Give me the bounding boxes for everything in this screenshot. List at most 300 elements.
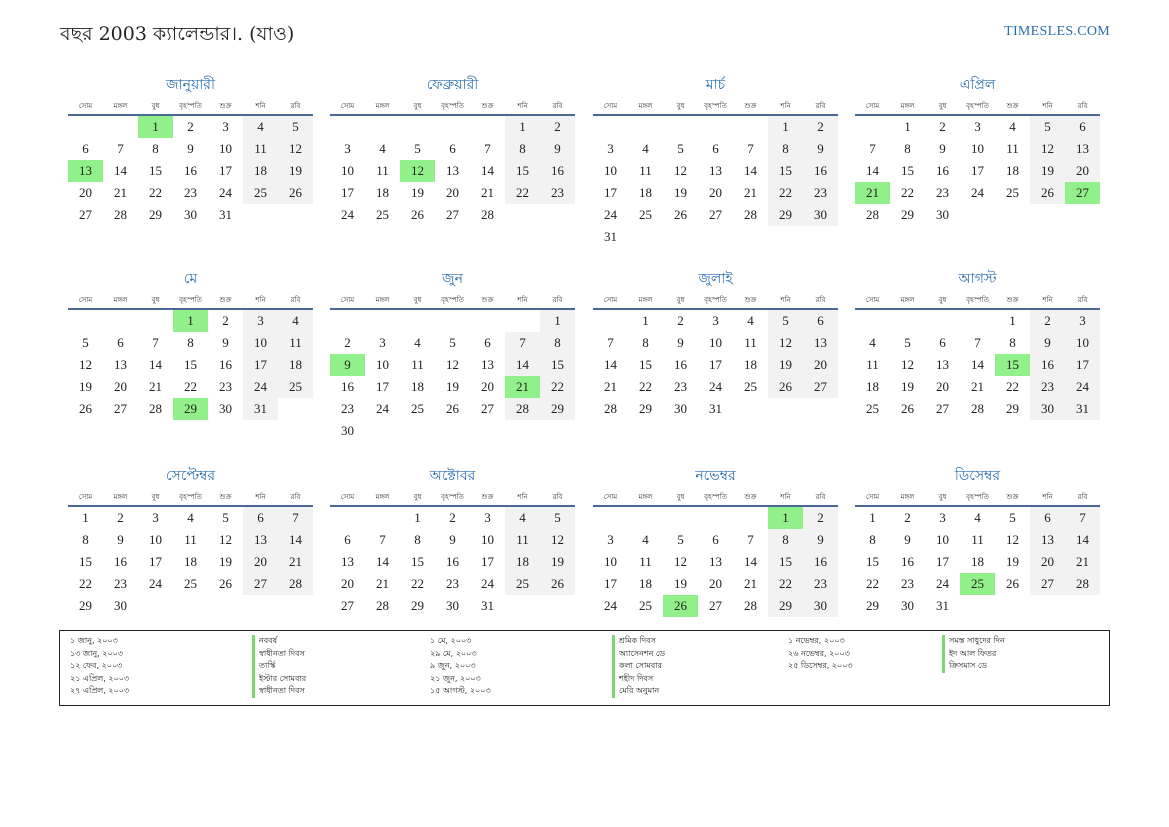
day-cell[interactable]: 14 [866, 163, 879, 178]
day-cell[interactable]: 21 [481, 185, 494, 200]
day-cell[interactable]: 31 [936, 598, 949, 613]
day-cell[interactable]: 17 [219, 163, 232, 178]
day-cell[interactable]: 20 [341, 576, 354, 591]
day-cell[interactable]: 1 [82, 510, 89, 525]
day-cell[interactable]: 11 [639, 163, 652, 178]
day-cell[interactable]: 9 [1030, 332, 1065, 354]
day-cell[interactable]: 25 [505, 573, 540, 595]
day-cell[interactable]: 2 [1030, 310, 1065, 332]
day-cell[interactable]: 16 [114, 554, 127, 569]
day-cell[interactable]: 9 [677, 335, 684, 350]
day-cell[interactable]: 22 [639, 379, 652, 394]
day-cell[interactable]: 15 [639, 357, 652, 372]
day-cell[interactable]: 7 [747, 141, 754, 156]
day-cell[interactable]: 28 [866, 207, 879, 222]
day-cell[interactable]: 6 [82, 141, 89, 156]
day-cell[interactable]: 14 [481, 163, 494, 178]
day-cell[interactable]: 8 [768, 138, 803, 160]
day-cell[interactable]: 17 [341, 185, 354, 200]
day-cell[interactable]: 15 [411, 554, 424, 569]
day-cell[interactable]: 7 [1065, 507, 1100, 529]
day-cell[interactable]: 31 [709, 401, 722, 416]
day-cell[interactable]: 18 [1006, 163, 1019, 178]
day-cell[interactable]: 3 [484, 510, 491, 525]
day-cell[interactable]: 1 [642, 313, 649, 328]
day-cell[interactable]: 4 [243, 116, 278, 138]
day-cell[interactable]: 10 [149, 532, 162, 547]
day-cell[interactable]: 11 [866, 357, 879, 372]
day-cell[interactable]: 2 [939, 119, 946, 134]
day-cell[interactable]: 3 [607, 141, 614, 156]
day-cell[interactable]: 4 [642, 532, 649, 547]
day-cell[interactable]: 2 [803, 116, 838, 138]
day-cell[interactable]: 18 [243, 160, 278, 182]
day-cell[interactable]: 8 [187, 335, 194, 350]
day-cell[interactable]: 20 [446, 185, 459, 200]
day-cell[interactable]: 12 [278, 138, 313, 160]
day-cell[interactable]: 21 [971, 379, 984, 394]
day-cell[interactable]: 4 [974, 510, 981, 525]
day-cell[interactable]: 30 [901, 598, 914, 613]
day-cell[interactable]: 19 [901, 379, 914, 394]
day-cell[interactable]: 9 [540, 138, 575, 160]
day-cell[interactable]: 17 [243, 354, 278, 376]
day-cell[interactable]: 2 [449, 510, 456, 525]
day-cell[interactable]: 29 [768, 204, 803, 226]
day-cell[interactable]: 16 [540, 160, 575, 182]
day-cell[interactable]: 18 [376, 185, 389, 200]
day-cell[interactable]: 12 [540, 529, 575, 551]
day-cell[interactable]: 17 [149, 554, 162, 569]
day-cell[interactable]: 8 [505, 138, 540, 160]
day-cell[interactable]: 31 [219, 207, 232, 222]
day-cell[interactable]: 8 [768, 529, 803, 551]
day-cell[interactable]: 20 [1065, 160, 1100, 182]
day-cell[interactable]: 10 [219, 141, 232, 156]
day-cell[interactable]: 27 [936, 401, 949, 416]
day-cell[interactable]: 16 [1030, 354, 1065, 376]
day-cell[interactable]: 5 [677, 141, 684, 156]
day-cell[interactable]: 9 [449, 532, 456, 547]
day-cell[interactable]: 2 [187, 119, 194, 134]
day-cell[interactable]: 21 [744, 576, 757, 591]
day-cell[interactable]: 20 [803, 354, 838, 376]
day-cell[interactable]: 15 [184, 357, 197, 372]
day-cell[interactable]: 20 [709, 185, 722, 200]
day-cell[interactable]: 4 [379, 141, 386, 156]
day-cell[interactable]: 22 [768, 182, 803, 204]
day-cell[interactable]: 20 [114, 379, 127, 394]
day-cell[interactable]: 26 [901, 401, 914, 416]
day-cell[interactable]: 5 [82, 335, 89, 350]
day-cell[interactable]: 31 [604, 229, 617, 244]
day-cell[interactable]: 30 [674, 401, 687, 416]
day-cell[interactable]: 10 [604, 554, 617, 569]
site-link[interactable]: TIMESLES.COM [1004, 24, 1110, 39]
day-cell[interactable]: 15 [505, 160, 540, 182]
day-cell[interactable]: 8 [1009, 335, 1016, 350]
day-cell[interactable]: 22 [505, 182, 540, 204]
day-cell[interactable]: 12 [79, 357, 92, 372]
day-cell[interactable]: 6 [243, 507, 278, 529]
day-cell[interactable]: 24 [219, 185, 232, 200]
day-cell[interactable]: 19 [219, 554, 232, 569]
day-cell[interactable]: 7 [747, 532, 754, 547]
day-cell[interactable]: 2 [677, 313, 684, 328]
holiday-day-cell[interactable]: 13 [68, 160, 103, 182]
day-cell[interactable]: 28 [1065, 573, 1100, 595]
day-cell[interactable]: 14 [971, 357, 984, 372]
day-cell[interactable]: 13 [709, 554, 722, 569]
day-cell[interactable]: 28 [744, 207, 757, 222]
day-cell[interactable]: 20 [243, 551, 278, 573]
day-cell[interactable]: 13 [481, 357, 494, 372]
day-cell[interactable]: 21 [278, 551, 313, 573]
day-cell[interactable]: 11 [376, 163, 389, 178]
day-cell[interactable]: 5 [677, 532, 684, 547]
day-cell[interactable]: 11 [639, 554, 652, 569]
day-cell[interactable]: 3 [152, 510, 159, 525]
day-cell[interactable]: 25 [866, 401, 879, 416]
day-cell[interactable]: 13 [709, 163, 722, 178]
day-cell[interactable]: 3 [379, 335, 386, 350]
day-cell[interactable]: 10 [341, 163, 354, 178]
holiday-day-cell[interactable]: 29 [173, 398, 208, 420]
day-cell[interactable]: 12 [446, 357, 459, 372]
day-cell[interactable]: 14 [604, 357, 617, 372]
day-cell[interactable]: 7 [607, 335, 614, 350]
day-cell[interactable]: 30 [936, 207, 949, 222]
day-cell[interactable]: 28 [114, 207, 127, 222]
day-cell[interactable]: 14 [505, 354, 540, 376]
day-cell[interactable]: 19 [278, 160, 313, 182]
day-cell[interactable]: 14 [278, 529, 313, 551]
day-cell[interactable]: 13 [446, 163, 459, 178]
day-cell[interactable]: 19 [768, 354, 803, 376]
day-cell[interactable]: 18 [744, 357, 757, 372]
day-cell[interactable]: 5 [1009, 510, 1016, 525]
day-cell[interactable]: 26 [79, 401, 92, 416]
day-cell[interactable]: 29 [411, 598, 424, 613]
day-cell[interactable]: 26 [278, 182, 313, 204]
day-cell[interactable]: 24 [936, 576, 949, 591]
day-cell[interactable]: 12 [219, 532, 232, 547]
day-cell[interactable]: 3 [1065, 310, 1100, 332]
day-cell[interactable]: 18 [971, 554, 984, 569]
day-cell[interactable]: 30 [446, 598, 459, 613]
day-cell[interactable]: 28 [278, 573, 313, 595]
day-cell[interactable]: 30 [219, 401, 232, 416]
day-cell[interactable]: 5 [904, 335, 911, 350]
holiday-day-cell[interactable]: 21 [855, 182, 890, 204]
day-cell[interactable]: 14 [376, 554, 389, 569]
day-cell[interactable]: 15 [149, 163, 162, 178]
day-cell[interactable]: 9 [222, 335, 229, 350]
day-cell[interactable]: 27 [243, 573, 278, 595]
day-cell[interactable]: 19 [79, 379, 92, 394]
day-cell[interactable]: 30 [803, 204, 838, 226]
day-cell[interactable]: 14 [114, 163, 127, 178]
day-cell[interactable]: 28 [481, 207, 494, 222]
day-cell[interactable]: 25 [639, 207, 652, 222]
day-cell[interactable]: 9 [939, 141, 946, 156]
day-cell[interactable]: 4 [642, 141, 649, 156]
day-cell[interactable]: 20 [1030, 551, 1065, 573]
day-cell[interactable]: 15 [79, 554, 92, 569]
day-cell[interactable]: 10 [709, 335, 722, 350]
day-cell[interactable]: 4 [869, 335, 876, 350]
day-cell[interactable]: 20 [79, 185, 92, 200]
day-cell[interactable]: 19 [411, 185, 424, 200]
day-cell[interactable]: 31 [481, 598, 494, 613]
day-cell[interactable]: 27 [79, 207, 92, 222]
day-cell[interactable]: 13 [936, 357, 949, 372]
day-cell[interactable]: 16 [446, 554, 459, 569]
day-cell[interactable]: 23 [901, 576, 914, 591]
day-cell[interactable]: 7 [505, 332, 540, 354]
day-cell[interactable]: 15 [768, 160, 803, 182]
day-cell[interactable]: 21 [376, 576, 389, 591]
day-cell[interactable]: 12 [674, 163, 687, 178]
day-cell[interactable]: 13 [1030, 529, 1065, 551]
day-cell[interactable]: 30 [341, 423, 354, 438]
day-cell[interactable]: 9 [803, 138, 838, 160]
day-cell[interactable]: 3 [243, 310, 278, 332]
day-cell[interactable]: 1 [869, 510, 876, 525]
day-cell[interactable]: 21 [149, 379, 162, 394]
day-cell[interactable]: 8 [414, 532, 421, 547]
day-cell[interactable]: 6 [712, 532, 719, 547]
day-cell[interactable]: 27 [341, 598, 354, 613]
holiday-day-cell[interactable]: 27 [1065, 182, 1100, 204]
day-cell[interactable]: 25 [639, 598, 652, 613]
holiday-day-cell[interactable]: 25 [960, 573, 995, 595]
day-cell[interactable]: 24 [149, 576, 162, 591]
day-cell[interactable]: 6 [1065, 116, 1100, 138]
day-cell[interactable]: 18 [505, 551, 540, 573]
day-cell[interactable]: 23 [803, 182, 838, 204]
holiday-day-cell[interactable]: 9 [330, 354, 365, 376]
day-cell[interactable]: 4 [1009, 119, 1016, 134]
day-cell[interactable]: 20 [481, 379, 494, 394]
day-cell[interactable]: 13 [341, 554, 354, 569]
day-cell[interactable]: 17 [971, 163, 984, 178]
day-cell[interactable]: 28 [376, 598, 389, 613]
day-cell[interactable]: 16 [803, 160, 838, 182]
day-cell[interactable]: 11 [1006, 141, 1019, 156]
holiday-day-cell[interactable]: 1 [173, 310, 208, 332]
day-cell[interactable]: 15 [901, 163, 914, 178]
day-cell[interactable]: 1 [768, 116, 803, 138]
day-cell[interactable]: 11 [971, 532, 984, 547]
day-cell[interactable]: 27 [709, 598, 722, 613]
day-cell[interactable]: 25 [278, 376, 313, 398]
day-cell[interactable]: 30 [114, 598, 127, 613]
day-cell[interactable]: 15 [768, 551, 803, 573]
day-cell[interactable]: 5 [449, 335, 456, 350]
day-cell[interactable]: 20 [936, 379, 949, 394]
day-cell[interactable]: 19 [540, 551, 575, 573]
day-cell[interactable]: 7 [974, 335, 981, 350]
day-cell[interactable]: 30 [184, 207, 197, 222]
day-cell[interactable]: 22 [1006, 379, 1019, 394]
day-cell[interactable]: 25 [184, 576, 197, 591]
day-cell[interactable]: 1 [540, 310, 575, 332]
day-cell[interactable]: 14 [149, 357, 162, 372]
day-cell[interactable]: 9 [187, 141, 194, 156]
day-cell[interactable]: 27 [481, 401, 494, 416]
day-cell[interactable]: 15 [540, 354, 575, 376]
day-cell[interactable]: 26 [446, 401, 459, 416]
day-cell[interactable]: 4 [187, 510, 194, 525]
day-cell[interactable]: 19 [674, 576, 687, 591]
holiday-day-cell[interactable]: 21 [505, 376, 540, 398]
day-cell[interactable]: 27 [803, 376, 838, 398]
holiday-day-cell[interactable]: 15 [995, 354, 1030, 376]
day-cell[interactable]: 21 [1065, 551, 1100, 573]
day-cell[interactable]: 20 [709, 576, 722, 591]
day-cell[interactable]: 23 [219, 379, 232, 394]
day-cell[interactable]: 28 [971, 401, 984, 416]
day-cell[interactable]: 23 [184, 185, 197, 200]
day-cell[interactable]: 18 [866, 379, 879, 394]
day-cell[interactable]: 11 [744, 335, 757, 350]
day-cell[interactable]: 5 [222, 510, 229, 525]
day-cell[interactable]: 22 [184, 379, 197, 394]
day-cell[interactable]: 8 [82, 532, 89, 547]
day-cell[interactable]: 14 [1065, 529, 1100, 551]
day-cell[interactable]: 29 [639, 401, 652, 416]
day-cell[interactable]: 18 [639, 185, 652, 200]
day-cell[interactable]: 6 [712, 141, 719, 156]
day-cell[interactable]: 24 [971, 185, 984, 200]
day-cell[interactable]: 23 [114, 576, 127, 591]
day-cell[interactable]: 22 [79, 576, 92, 591]
day-cell[interactable]: 14 [744, 163, 757, 178]
day-cell[interactable]: 29 [1006, 401, 1019, 416]
day-cell[interactable]: 3 [939, 510, 946, 525]
day-cell[interactable]: 26 [1030, 182, 1065, 204]
day-cell[interactable]: 12 [674, 554, 687, 569]
day-cell[interactable]: 8 [869, 532, 876, 547]
day-cell[interactable]: 2 [117, 510, 124, 525]
day-cell[interactable]: 17 [1065, 354, 1100, 376]
day-cell[interactable]: 28 [505, 398, 540, 420]
day-cell[interactable]: 12 [901, 357, 914, 372]
day-cell[interactable]: 1 [1009, 313, 1016, 328]
day-cell[interactable]: 8 [152, 141, 159, 156]
day-cell[interactable]: 1 [904, 119, 911, 134]
day-cell[interactable]: 16 [803, 551, 838, 573]
day-cell[interactable]: 2 [222, 313, 229, 328]
day-cell[interactable]: 24 [341, 207, 354, 222]
day-cell[interactable]: 24 [376, 401, 389, 416]
day-cell[interactable]: 7 [117, 141, 124, 156]
day-cell[interactable]: 23 [1030, 376, 1065, 398]
day-cell[interactable]: 18 [639, 576, 652, 591]
day-cell[interactable]: 17 [604, 576, 617, 591]
day-cell[interactable]: 29 [79, 598, 92, 613]
day-cell[interactable]: 19 [446, 379, 459, 394]
day-cell[interactable]: 21 [744, 185, 757, 200]
day-cell[interactable]: 6 [1030, 507, 1065, 529]
day-cell[interactable]: 6 [803, 310, 838, 332]
day-cell[interactable]: 22 [866, 576, 879, 591]
day-cell[interactable]: 19 [1030, 160, 1065, 182]
day-cell[interactable]: 27 [114, 401, 127, 416]
day-cell[interactable]: 30 [1030, 398, 1065, 420]
day-cell[interactable]: 16 [901, 554, 914, 569]
day-cell[interactable]: 7 [278, 507, 313, 529]
day-cell[interactable]: 22 [149, 185, 162, 200]
day-cell[interactable]: 17 [604, 185, 617, 200]
day-cell[interactable]: 10 [481, 532, 494, 547]
day-cell[interactable]: 9 [803, 529, 838, 551]
day-cell[interactable]: 7 [152, 335, 159, 350]
day-cell[interactable]: 25 [1006, 185, 1019, 200]
day-cell[interactable]: 6 [484, 335, 491, 350]
day-cell[interactable]: 10 [971, 141, 984, 156]
day-cell[interactable]: 9 [117, 532, 124, 547]
day-cell[interactable]: 2 [904, 510, 911, 525]
day-cell[interactable]: 6 [449, 141, 456, 156]
day-cell[interactable]: 19 [674, 185, 687, 200]
day-cell[interactable]: 25 [376, 207, 389, 222]
day-cell[interactable]: 4 [414, 335, 421, 350]
day-cell[interactable]: 12 [768, 332, 803, 354]
day-cell[interactable]: 1 [414, 510, 421, 525]
day-cell[interactable]: 10 [376, 357, 389, 372]
day-cell[interactable]: 4 [505, 507, 540, 529]
day-cell[interactable]: 12 [1006, 532, 1019, 547]
day-cell[interactable]: 28 [744, 598, 757, 613]
day-cell[interactable]: 3 [344, 141, 351, 156]
day-cell[interactable]: 2 [344, 335, 351, 350]
day-cell[interactable]: 7 [379, 532, 386, 547]
day-cell[interactable]: 23 [446, 576, 459, 591]
day-cell[interactable]: 26 [411, 207, 424, 222]
day-cell[interactable]: 31 [243, 398, 278, 420]
day-cell[interactable]: 24 [243, 376, 278, 398]
day-cell[interactable]: 29 [768, 595, 803, 617]
holiday-day-cell[interactable]: 26 [663, 595, 698, 617]
day-cell[interactable]: 8 [904, 141, 911, 156]
day-cell[interactable]: 10 [243, 332, 278, 354]
day-cell[interactable]: 14 [744, 554, 757, 569]
day-cell[interactable]: 5 [278, 116, 313, 138]
day-cell[interactable]: 29 [901, 207, 914, 222]
day-cell[interactable]: 26 [540, 573, 575, 595]
day-cell[interactable]: 24 [1065, 376, 1100, 398]
day-cell[interactable]: 17 [709, 357, 722, 372]
day-cell[interactable]: 23 [936, 185, 949, 200]
day-cell[interactable]: 13 [243, 529, 278, 551]
day-cell[interactable]: 17 [936, 554, 949, 569]
day-cell[interactable]: 11 [278, 332, 313, 354]
day-cell[interactable]: 12 [1030, 138, 1065, 160]
day-cell[interactable]: 7 [484, 141, 491, 156]
day-cell[interactable]: 28 [149, 401, 162, 416]
day-cell[interactable]: 29 [866, 598, 879, 613]
day-cell[interactable]: 16 [219, 357, 232, 372]
day-cell[interactable]: 22 [768, 573, 803, 595]
day-cell[interactable]: 26 [674, 207, 687, 222]
day-cell[interactable]: 5 [768, 310, 803, 332]
day-cell[interactable]: 4 [747, 313, 754, 328]
day-cell[interactable]: 23 [674, 379, 687, 394]
day-cell[interactable]: 16 [341, 379, 354, 394]
day-cell[interactable]: 17 [481, 554, 494, 569]
